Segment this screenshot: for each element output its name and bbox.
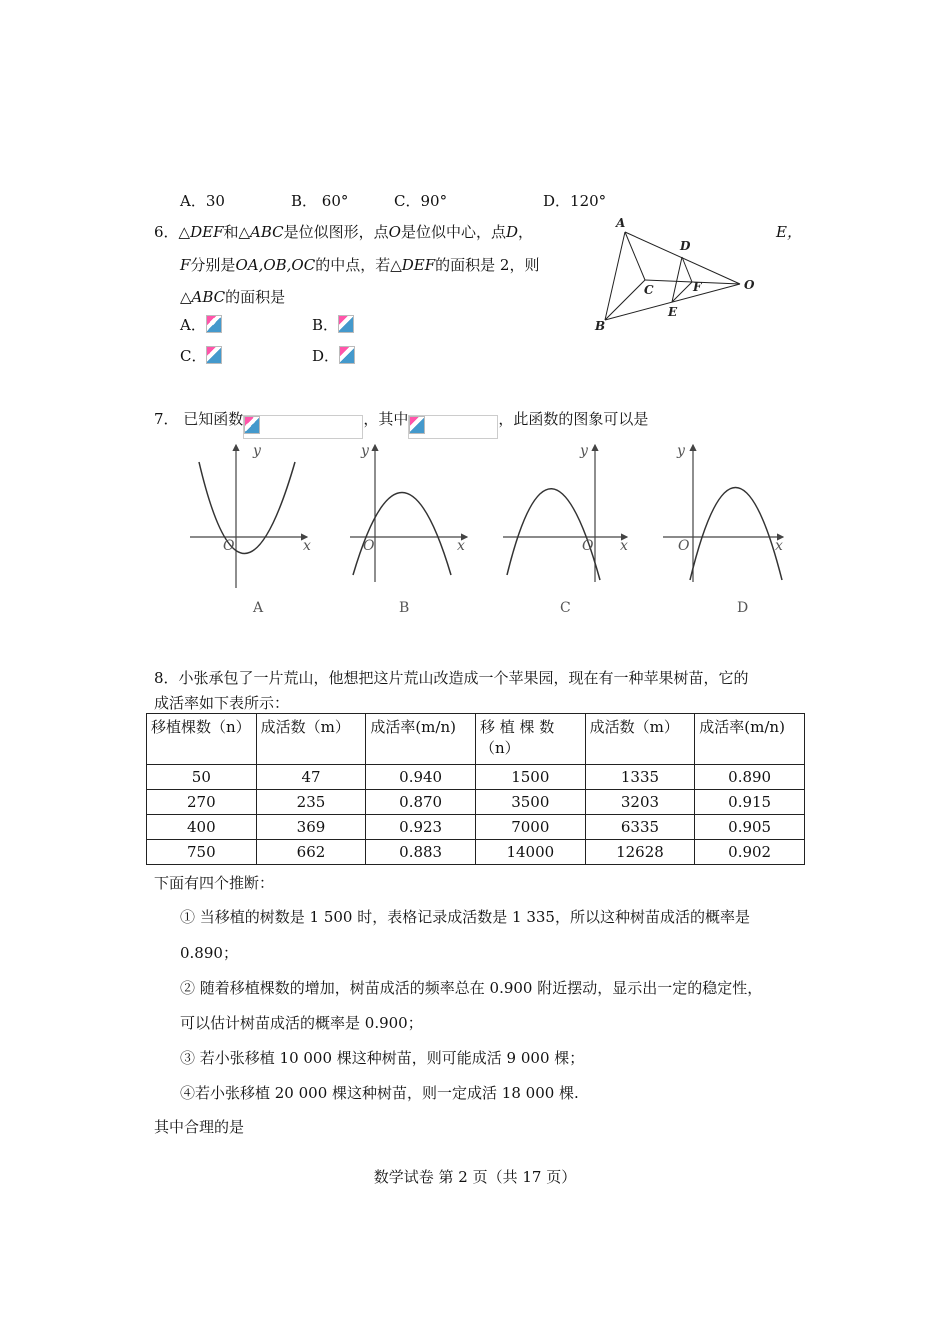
table-cell: 0.890 bbox=[695, 765, 805, 790]
q8-intro-1: 8．小张承包了一片荒山，他想把这片荒山改造成一个苹果园，现在有一种苹果树苗，它的 bbox=[154, 669, 749, 687]
q6-option-c: C． bbox=[180, 345, 222, 366]
table-cell: 0.905 bbox=[695, 815, 805, 840]
graph-a bbox=[190, 443, 311, 616]
formula-image-box bbox=[408, 415, 498, 439]
q8-statement-2a: ② 随着移植棵数的增加，树苗成活的频率总在 0.900 附近摆动，显示出一定的稳定性， bbox=[180, 979, 763, 997]
label-e: E bbox=[668, 305, 678, 319]
q6-line-3: △ABC的面积是 bbox=[180, 288, 286, 306]
q8-below: 下面有四个推断： bbox=[154, 874, 275, 892]
svg-text:O: O bbox=[363, 538, 375, 554]
caption-d: D bbox=[737, 600, 749, 616]
q6-line-1-e: E， bbox=[776, 223, 802, 241]
table-cell: 0.883 bbox=[366, 840, 476, 865]
header-cell: 移 植 棵 数（n） bbox=[475, 714, 585, 765]
svg-text:y: y bbox=[580, 443, 588, 459]
graph-b bbox=[350, 443, 467, 616]
svg-text:x: x bbox=[303, 538, 311, 554]
table-cell: 3203 bbox=[585, 790, 695, 815]
svg-text:x: x bbox=[620, 538, 628, 554]
svg-text:x: x bbox=[457, 538, 465, 554]
header-cell: 移植棵数（n） bbox=[147, 714, 257, 765]
header-cell: 成活数（m） bbox=[585, 714, 695, 765]
table-row bbox=[147, 765, 805, 790]
table-cell: 7000 bbox=[475, 815, 585, 840]
image-placeholder-icon bbox=[338, 315, 354, 333]
q8-statement-3: ③ 若小张移植 10 000 棵这种树苗，则可能成活 9 000 棵； bbox=[180, 1049, 585, 1067]
table-cell: 1500 bbox=[475, 765, 585, 790]
table-cell: 0.902 bbox=[695, 840, 805, 865]
table-header-row bbox=[147, 714, 805, 765]
image-placeholder-icon bbox=[339, 346, 355, 364]
line-de bbox=[672, 257, 682, 302]
label-c: C bbox=[644, 283, 654, 297]
table-row bbox=[147, 790, 805, 815]
q6-figure bbox=[585, 212, 765, 337]
q6-line-2: F分别是OA,OB,OC的中点，若△DEF的面积是 2，则 bbox=[180, 256, 540, 274]
table-cell: 750 bbox=[147, 840, 257, 865]
page-footer: 数学试卷 第 2 页（共 17 页） bbox=[373, 1168, 577, 1186]
label-f: F bbox=[693, 280, 702, 294]
image-placeholder-icon bbox=[206, 315, 222, 333]
table-cell: 369 bbox=[256, 815, 366, 840]
q8-statement-1b: 0.890； bbox=[180, 944, 238, 962]
formula-image-box bbox=[243, 415, 363, 439]
q5-option-b: B． 60° bbox=[291, 192, 349, 210]
caption-a: A bbox=[253, 600, 264, 616]
q8-statement-1a: ① 当移植的树数是 1 500 时，表格记录成活数是 1 335，所以这种树苗成活的概率是 bbox=[180, 908, 750, 926]
graph-c bbox=[503, 443, 628, 616]
table-cell: 12628 bbox=[585, 840, 695, 865]
label-d: D bbox=[680, 239, 691, 253]
label-a: A bbox=[616, 216, 626, 230]
table-row bbox=[147, 815, 805, 840]
table-cell: 0.940 bbox=[366, 765, 476, 790]
line-bc bbox=[605, 280, 645, 320]
svg-text:y: y bbox=[361, 443, 369, 459]
table-cell: 50 bbox=[147, 765, 257, 790]
q7-graphs bbox=[185, 440, 795, 620]
q5-option-d: D．120° bbox=[543, 192, 607, 210]
label-o: O bbox=[744, 278, 755, 292]
caption-c: C bbox=[560, 600, 571, 616]
survival-rate-table bbox=[146, 713, 805, 865]
svg-text:O: O bbox=[582, 538, 594, 554]
header-cell: 成活数（m） bbox=[256, 714, 366, 765]
svg-text:y: y bbox=[677, 443, 685, 459]
table-cell: 0.870 bbox=[366, 790, 476, 815]
q6-option-a: A． bbox=[180, 314, 222, 335]
svg-text:O: O bbox=[223, 538, 235, 554]
svg-text:y: y bbox=[253, 443, 261, 459]
q6-option-b: B． bbox=[312, 314, 354, 335]
q5-option-c: C．90° bbox=[394, 192, 448, 210]
q7-line: 7． 已知函数 ，其中 ，此函数的图象可以是 bbox=[154, 408, 648, 439]
q8-statement-2b: 可以估计树苗成活的概率是 0.900； bbox=[180, 1014, 423, 1032]
graph-d bbox=[663, 443, 783, 616]
header-cell: 成活率(m/n) bbox=[366, 714, 476, 765]
q5-option-a: A．30 bbox=[180, 192, 225, 210]
caption-b: B bbox=[399, 600, 410, 616]
table-cell: 662 bbox=[256, 840, 366, 865]
table-row bbox=[147, 840, 805, 865]
q6-option-d: D． bbox=[312, 345, 355, 366]
image-placeholder-icon bbox=[244, 416, 260, 434]
q8-intro-2: 成活率如下表所示： bbox=[154, 694, 290, 712]
table-cell: 14000 bbox=[475, 840, 585, 865]
table-cell: 3500 bbox=[475, 790, 585, 815]
line-ab bbox=[605, 232, 625, 320]
q6-line-1: 6．△DEF和△ABC是位似图形，点O是位似中心，点D， bbox=[154, 223, 534, 241]
table-cell: 47 bbox=[256, 765, 366, 790]
svg-text:O: O bbox=[678, 538, 690, 554]
line-df bbox=[682, 257, 692, 282]
image-placeholder-icon bbox=[409, 416, 425, 434]
table-cell: 1335 bbox=[585, 765, 695, 790]
table-cell: 235 bbox=[256, 790, 366, 815]
label-b: B bbox=[595, 319, 606, 333]
table-cell: 6335 bbox=[585, 815, 695, 840]
table-cell: 0.915 bbox=[695, 790, 805, 815]
svg-text:x: x bbox=[775, 538, 783, 554]
table-cell: 400 bbox=[147, 815, 257, 840]
q8-question: 其中合理的是 bbox=[154, 1118, 245, 1136]
image-placeholder-icon bbox=[206, 346, 222, 364]
q8-statement-4: ④若小张移植 20 000 棵这种树苗，则一定成活 18 000 棵. bbox=[180, 1084, 579, 1102]
table-cell: 270 bbox=[147, 790, 257, 815]
table-cell: 0.923 bbox=[366, 815, 476, 840]
header-cell: 成活率(m/n) bbox=[695, 714, 805, 765]
